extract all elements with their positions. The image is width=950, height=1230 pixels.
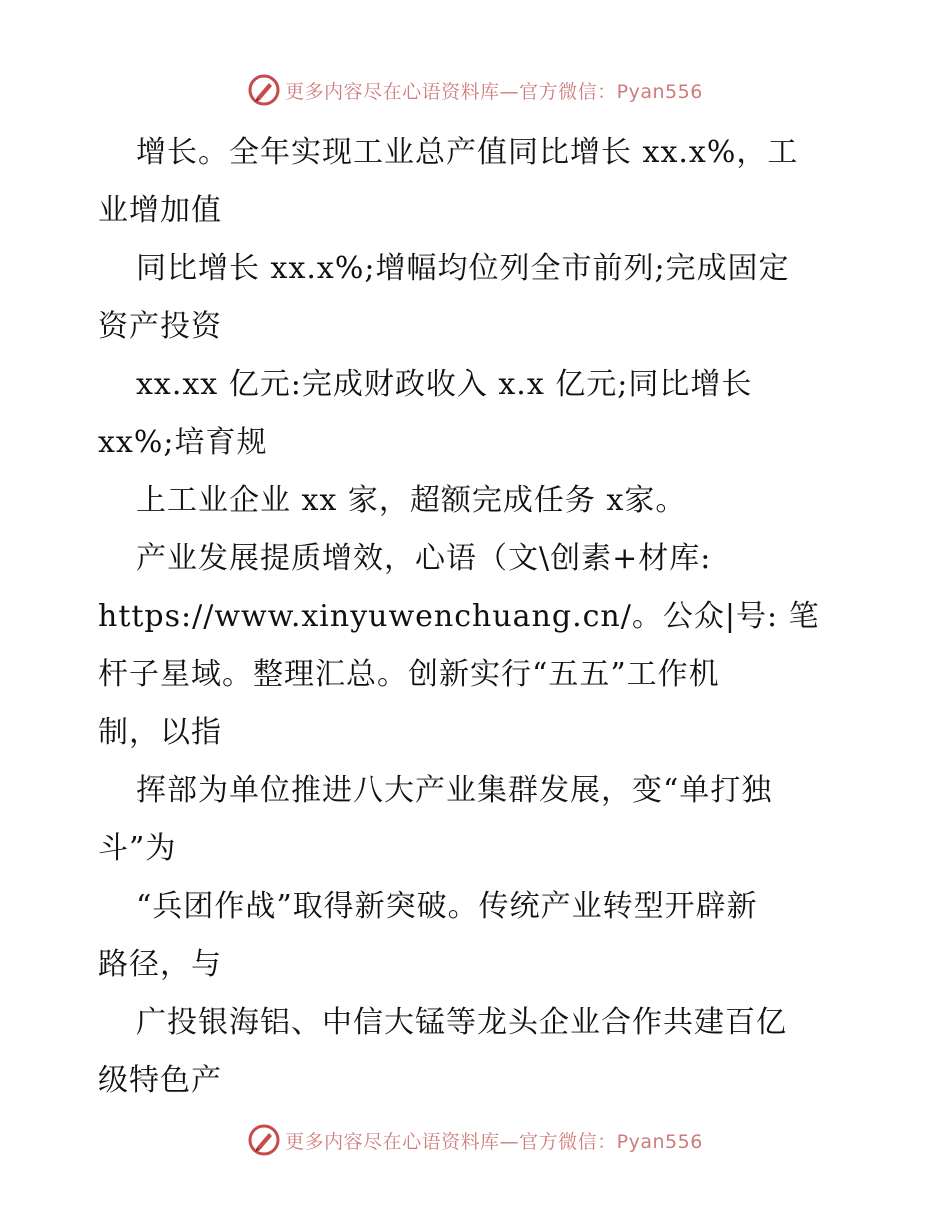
header-banner-text: 更多内容尽在心语资料库—官方微信：Pyan556 [285, 80, 703, 103]
text-line: 产业发展提质增效，心语（文\创素+材库: [136, 541, 712, 576]
text-line: 制，以指 [98, 715, 222, 750]
text-line: xx%;培育规 [98, 425, 268, 460]
text-line: 级特色产 [98, 1063, 222, 1098]
text-line: 增长。全年实现工业总产值同比增长 xx.x%，工 [136, 135, 799, 170]
text-line: 杆子星域。整理汇总。创新实行“五五”工作机 [98, 657, 720, 692]
text-line: “兵团作战”取得新突破。传统产业转型开辟新 [136, 889, 758, 924]
footer-banner-text: 更多内容尽在心语资料库—官方微信：Pyan556 [285, 1130, 703, 1153]
text-line: 斗”为 [98, 831, 177, 866]
text-line: https://www.xinyuwenchuang.cn/。公众|号: 笔 [98, 599, 820, 634]
pen-logo-icon [247, 73, 281, 107]
text-line: 同比增长 xx.x%;增幅均位列全市前列;完成固定 [136, 251, 790, 286]
text-line: 广投银海铝、中信大锰等龙头企业合作共建百亿 [136, 1005, 787, 1040]
text-line: 上工业企业 xx 家，超额完成任务 x家。 [136, 483, 687, 518]
text-line: 路径，与 [98, 947, 222, 982]
text-line: 业增加值 [98, 193, 222, 228]
footer-banner [0, 1120, 950, 1160]
text-line: 挥部为单位推进八大产业集群发展，变“单打独 [136, 773, 773, 808]
document-body [98, 124, 858, 1110]
header-banner [0, 70, 950, 110]
text-line: 资产投资 [98, 309, 222, 344]
text-line: xx.xx 亿元:完成财政收入 x.x 亿元;同比增长 [136, 367, 753, 402]
pen-logo-icon [247, 1123, 281, 1157]
